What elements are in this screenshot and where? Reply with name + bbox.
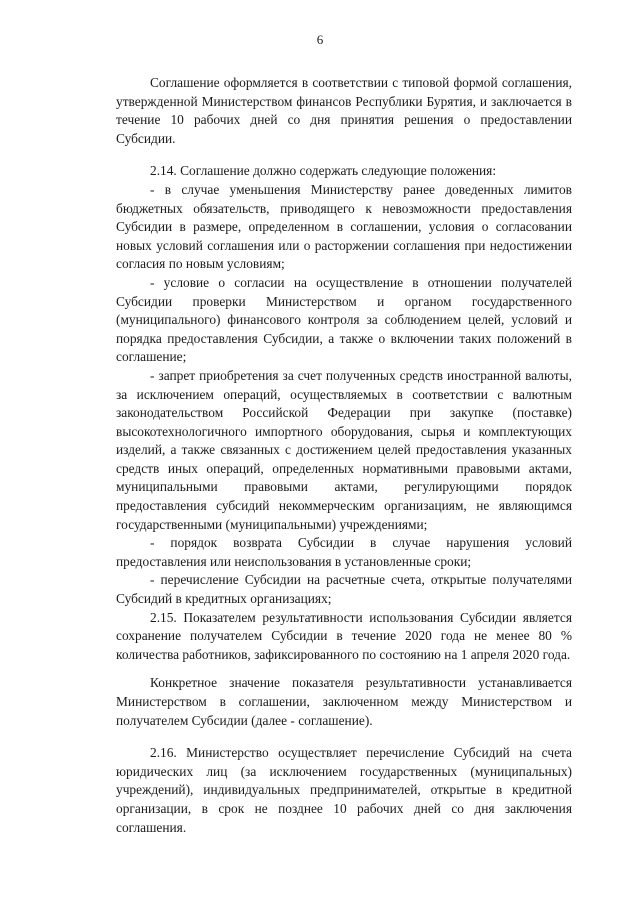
list-item-audit-consent: - условие о согласии на осуществление в отношении получателей Субсидии проверки Министерством и органом государственного (муниципального) финансового контроля за соблюдением целей, условий и порядка предоставления Субсидии, а также о включении таких положений в соглашение; bbox=[116, 274, 572, 365]
list-item-refund-procedure: - порядок возврата Субсидии в случае нарушения условий предоставления или неиспользования в установленные сроки; bbox=[116, 535, 572, 569]
paragraph-indicator-value: Конкретное значение показателя результативности устанавливается Министерством в соглашении, заключенном между Министерством и получателем Субсидии (далее - соглашение). bbox=[116, 675, 572, 728]
paragraph-2-14: 2.14. Соглашение должно содержать следующие положения: bbox=[150, 163, 497, 179]
paragraph-agreement-form: Соглашение оформляется в соответствии с типовой формой соглашения, утвержденной Министерством финансов Республики Бурятия, и заключается в течение 10 рабочих дней со дня принятия решения о предоставлении Субсидии. bbox=[116, 75, 572, 146]
list-item-limits-reduction: - в случае уменьшения Министерству ранее доведенных лимитов бюджетных обязательств, приводящего к невозможности предоставления Субсидии в размере, определенном в соглашении, условия о согласовании новых условий соглашения или о расторжении соглашения при недостижении согласия по новым условиям; bbox=[116, 181, 572, 272]
page-number: 6 bbox=[316, 32, 324, 47]
paragraph-2-16: 2.16. Министерство осуществляет перечисление Субсидий на счета юридических лиц (за исключением государственных (муниципальных) учреждений), индивидуальных предпринимателей, открытые в кредитной организации, в срок не позднее 10 рабочих дней со дня заключения соглашения. bbox=[116, 745, 572, 835]
list-item-currency-ban: - запрет приобретения за счет полученных средств иностранной валюты, за исключением операций, осуществляемых в соответствии с валютным законодательством Российской Федерации при закупке (поставке) высокотехнологичного импортного оборудования, сырья и комплектующих изделий, а также связанных с достижением целей предоставления указанных средств иных операций, определенных нормативными правовыми актами, муниципальными правовыми актами, регулирующими порядок предоставления субсидий некоммерческим организациям, не являющимся государственными (муниципальными) учреждениями; bbox=[116, 367, 572, 532]
list-item-transfer-accounts: - перечисление Субсидии на расчетные счета, открытые получателями Субсидий в кредитных организациях; bbox=[116, 572, 572, 607]
paragraph-2-15: 2.15. Показателем результативности использования Субсидии является сохранение получателем Субсидии в течение 2020 года не менее 80 % количества работников, зафиксированного по состоянию на 1 апреля 2020 года. bbox=[116, 609, 572, 662]
document-body bbox=[116, 74, 572, 837]
